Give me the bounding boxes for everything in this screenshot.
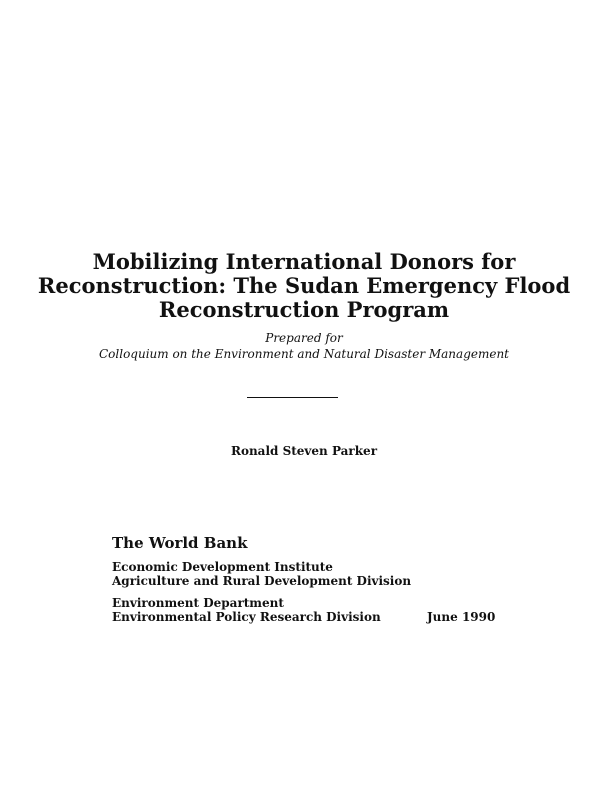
horizontal-divider	[247, 397, 338, 398]
department-block	[112, 596, 381, 624]
institute-block	[112, 560, 411, 588]
title-line-3: Reconstruction Program	[158, 297, 450, 322]
department-division: Environmental Policy Research Division	[112, 610, 381, 624]
title-line-1: Mobilizing International Donors for	[92, 249, 516, 274]
title-line-2: Reconstruction: The Sudan Emergency Flood	[37, 273, 571, 298]
prepared-for-block	[0, 330, 608, 362]
institute-division: Agriculture and Rural Development Division	[112, 574, 412, 588]
author-name: Ronald Steven Parker	[230, 444, 378, 458]
organization-name: The World Bank	[112, 534, 248, 552]
document-title	[0, 250, 608, 322]
institute-name: Economic Development Institute	[112, 560, 333, 574]
department-name: Environment Department	[112, 596, 284, 610]
prepared-for-label: Prepared for	[265, 331, 343, 345]
colloquium-name: Colloquium on the Environment and Natural Disaster Management	[98, 347, 510, 361]
publication-date: June 1990	[427, 610, 496, 624]
